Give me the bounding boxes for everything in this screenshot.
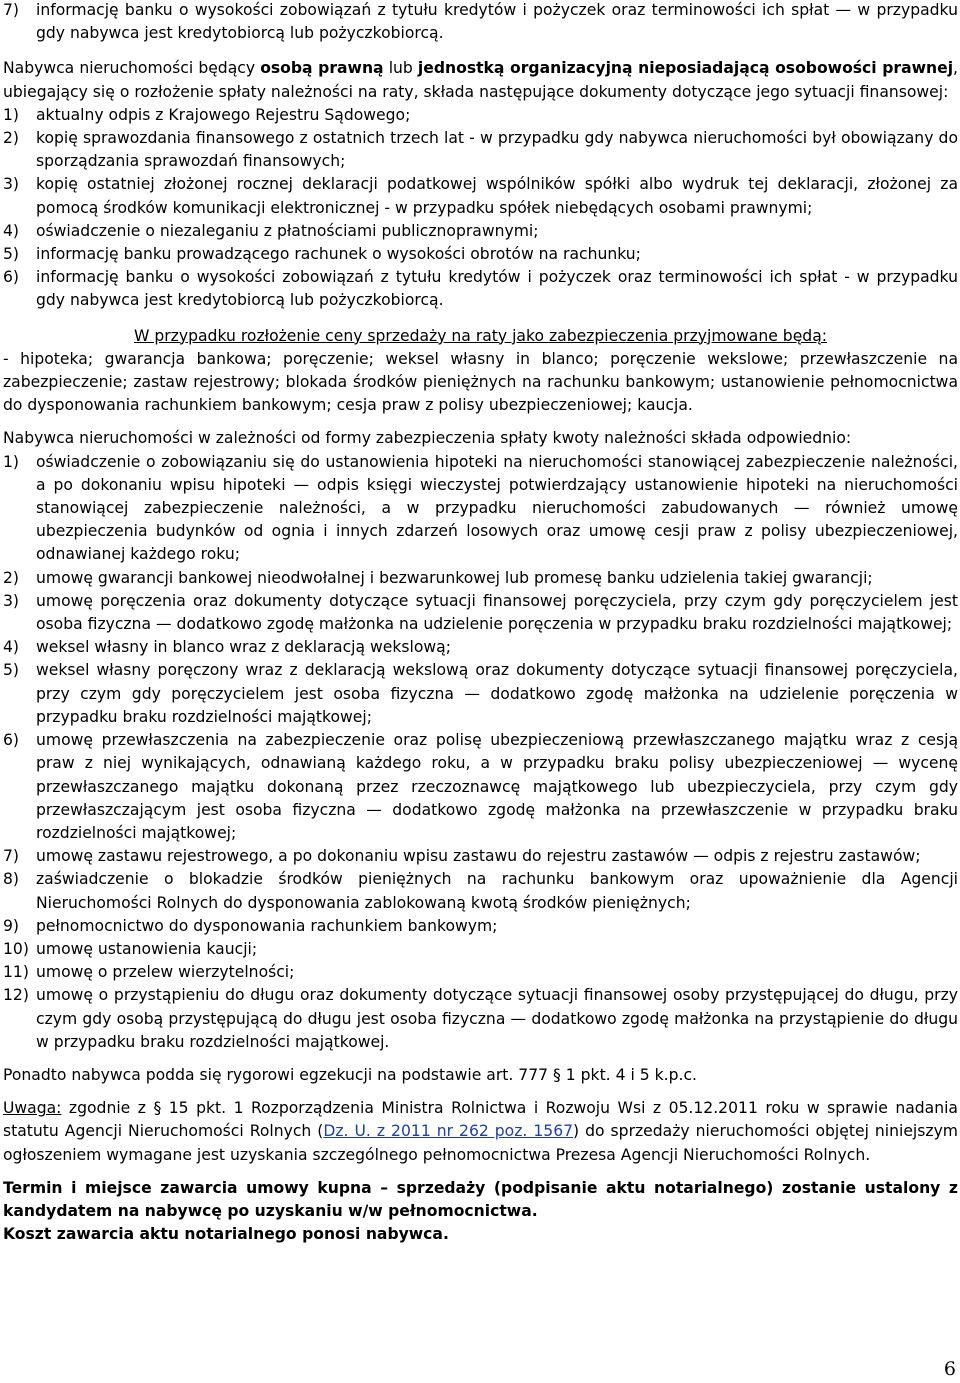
security-heading: W przypadku rozłożenie ceny sprzedaży na raty jako zabezpieczenia przyjmowane będą: xyxy=(134,326,827,345)
document-page xyxy=(3,0,958,1246)
list-item xyxy=(3,868,958,914)
text-span: Nabywca nieruchomości będący xyxy=(3,59,261,78)
list-item-text: umowę przewłaszczenia na zabezpieczenie oraz polisę ubezpieczeniową przewłaszczanego majątku wraz z cesją praw z niej wynikających, odnawianą każdego roku, a w przypadku braku polisy ubezpieczeniowej — wycenę przewłaszczanego majątku dokonaną przez rzeczoznawcę majątkowego lub ubezpieczyciela, przy czym gdy przewłaszczającym jest osoba fizyczna — dodatkowo zgodę małżonka na przewłaszczenie w przypadku braku rozdzielności majątkowej; xyxy=(36,731,958,842)
list-item-text: weksel własny poręczony wraz z deklaracją wekslową oraz dokumenty dotyczące sytuacji finansowej poręczyciela, przy czym gdy poręczycielem jest osoba fizyczna — dodatkowo zgodę małżonka na udzielenie poręczenia w przypadku braku rozdzielności majątkowej; xyxy=(36,661,958,726)
list-item-number: 9) xyxy=(3,916,20,935)
bold-text: Termin i miejsce zawarcia umowy kupna – sprzedaży (podpisanie aktu notarialnego) zostanie ustalony z kandydatem na nabywcę po uzyskaniu w/w pełnomocnictwa. xyxy=(3,1178,958,1220)
notarial-cost-paragraph xyxy=(3,1223,958,1246)
list-item-text: oświadczenie o zobowiązaniu się do ustanowienia hipoteki na nieruchomości stanowiącej zabezpieczenie należności, a po dokonaniu wpisu hipoteki — odpis księgi wieczystej potwierdzający ustanowienie hipoteki na nieruchomości stanowiącej zabezpieczenie należności, a w przypadku nieruchomości zabudowanych — również umowę ubezpieczenia budynków od ognia i innych zdarzeń losowych oraz umowę cesji praw z polisy ubezpieczeniowej, odnawianej każdego roku; xyxy=(36,452,958,564)
list-item-text: weksel własny in blanco wraz z deklaracją wekslową; xyxy=(36,638,451,657)
list-item xyxy=(3,590,958,636)
list-item xyxy=(3,567,958,590)
security-documents-list xyxy=(3,451,958,1054)
text-span: lub xyxy=(383,59,418,78)
list-item-text: informację banku o wysokości zobowiązań z tytułu kredytów i pożyczek oraz terminowości ich spłat - w przypadku gdy nabywca jest kredytobiorcą lub pożyczkobiorcą. xyxy=(36,268,958,310)
list-item-text: umowę o przystąpieniu do długu oraz dokumenty dotyczące sytuacji finansowej osoby przystępującej do długu, przy czym gdy osobą przystępującą do długu jest osoba fizyczna — dodatkowo zgodę małżonka na przystąpienie do długu w przypadku braku rozdzielności majątkowej. xyxy=(36,986,958,1051)
list-item-text: pełnomocnictwo do dysponowania rachunkiem bankowym; xyxy=(36,916,498,935)
list-item-text: zaświadczenie o blokadzie środków pieniężnych na rachunku bankowym oraz upoważnienie dla Agencji Nieruchomości Rolnych do dysponowania zablokowaną kwotą środków pieniężnych; xyxy=(36,870,958,912)
list-item-number: 10) xyxy=(3,939,29,958)
list-item-text: kopię sprawozdania finansowego z ostatnich trzech lat - w przypadku gdy nabywca nieruchomości był obowiązany do sporządzania sprawozdań finansowych; xyxy=(36,129,958,171)
list-item-number: 1) xyxy=(3,452,20,471)
list-item-text: umowę o przelew wierzytelności; xyxy=(36,963,295,982)
list-item xyxy=(3,127,958,173)
list-item xyxy=(3,220,958,243)
note-paragraph xyxy=(3,1097,958,1167)
list-item xyxy=(3,173,958,219)
list-item-number: 4) xyxy=(3,221,20,240)
list-item-number: 7) xyxy=(3,1,20,19)
list-item xyxy=(3,451,958,567)
list-item-number: 11) xyxy=(3,963,29,982)
text-span: zgodnie z § 15 pkt. 1 Rozporządzenia Ministra Rolnictwa i Rozwoju Wsi z 05.12.2011 roku w sprawie nadania statutu Agencji Nieruchomości Rolnych ( xyxy=(3,1099,958,1141)
list-item-text: informację banku prowadzącego rachunek o wysokości obrotów na rachunku; xyxy=(36,245,641,264)
documents-list xyxy=(3,104,958,313)
list-item xyxy=(3,104,958,127)
list-item xyxy=(3,659,958,729)
execution-paragraph: Ponadto nabywca podda się rygorowi egzekucji na podstawie art. 777 § 1 pkt. 4 i 5 k.p.c. xyxy=(3,1065,698,1084)
list-item-number: 4) xyxy=(3,638,20,657)
list-item xyxy=(3,984,958,1054)
list-item-number: 1) xyxy=(3,105,20,124)
list-item-number: 8) xyxy=(3,870,20,889)
page-number: 6 xyxy=(943,1357,956,1380)
list-item-number: 6) xyxy=(3,268,20,287)
list-item-number: 5) xyxy=(3,661,20,680)
list-item-text: umowę zastawu rejestrowego, a po dokonaniu wpisu zastawu do rejestru zastawów — odpis z rejestru zastawów; xyxy=(36,847,921,866)
security-forms-text: - hipoteka; gwarancja bankowa; poręczenie; weksel własny in blanco; poręczenie wekslowe; przewłaszczenie na zabezpieczenie; zastaw rejestrowy; blokada środków pieniężnych na rachunku bankowym; ustanowienie pełnomocnictwa do dysponowania rachunkiem bankowym; cesja praw z polisy ubezpieczeniowej; kaucja. xyxy=(3,349,958,415)
list-item xyxy=(3,636,958,659)
list-item-text: umowę ustanowienia kaucji; xyxy=(36,939,258,958)
list-item-text: umowę poręczenia oraz dokumenty dotyczące sytuacji finansowej poręczyciela, przy czym gdy poręczycielem jest osoba fizyczna — dodatkowo zgodę małżonka na udzielenie poręczenia w przypadku braku rozdzielności majątkowej; xyxy=(36,591,958,634)
list-item-number: 7) xyxy=(3,847,20,866)
bold-text: osobą prawną xyxy=(260,59,384,78)
list-item xyxy=(3,915,958,938)
list-item-text: kopię ostatniej złożonej rocznej deklaracji podatkowej wspólników spółki albo wydruk tej deklaracji, złożonej za pomocą środków komunikacji elektronicznej - w przypadku spółek niebędących osobami prawnymi; xyxy=(36,175,958,217)
list-item-text: oświadczenie o niezaleganiu z płatnościami publicznoprawnymi; xyxy=(36,221,539,240)
list-item xyxy=(3,243,958,266)
bold-text: Koszt zawarcia aktu notarialnego ponosi nabywca. xyxy=(3,1225,449,1244)
list-item-text: umowę gwarancji bankowej nieodwołalnej i bezwarunkowej lub promesę banku udzielenia takiej gwarancji; xyxy=(36,568,873,587)
list-item-number: 2) xyxy=(3,129,20,148)
legal-act-link[interactable]: Dz. U. z 2011 nr 262 poz. 1567 xyxy=(323,1122,574,1141)
list-item xyxy=(3,266,958,312)
paragraph-legal-entity xyxy=(3,57,958,103)
list-item-number: 3) xyxy=(3,175,20,194)
list-item xyxy=(3,0,958,45)
list-item-number: 3) xyxy=(3,591,20,610)
paragraph-security-documents: Nabywca nieruchomości w zależności od formy zabezpieczenia spłaty kwoty należności składa odpowiednio: xyxy=(3,429,852,448)
list-item-text: informację banku o wysokości zobowiązań z tytułu kredytów i pożyczek oraz terminowości ich spłat — w przypadku gdy nabywca jest kredytobiorcą lub pożyczkobiorcą. xyxy=(36,1,958,43)
bold-text: jednostką organizacyjną nieposiadającą osobowości prawnej xyxy=(417,59,954,78)
note-label: Uwaga: xyxy=(3,1099,62,1118)
list-item xyxy=(3,729,958,845)
list-item-text: aktualny odpis z Krajowego Rejestru Sądowego; xyxy=(36,105,411,124)
list-item xyxy=(3,938,958,961)
list-item-number: 6) xyxy=(3,731,20,750)
list-item-number: 2) xyxy=(3,568,20,587)
list-item-number: 12) xyxy=(3,986,29,1005)
contract-terms-paragraph xyxy=(3,1177,958,1223)
list-item-number: 5) xyxy=(3,245,20,264)
list-item xyxy=(3,961,958,984)
text-span: , ubiegający się o rozłożenie spłaty należności na raty, składa następujące dokumenty dotyczące jego sytuacji finansowej: xyxy=(3,59,959,101)
list-item xyxy=(3,845,958,868)
text-span: ) do sprzedaży nieruchomości objętej niniejszym ogłoszeniem wymagane jest uzyskania szczególnego pełnomocnictwa Prezesa Agencji Nieruchomości Rolnych. xyxy=(3,1122,958,1164)
